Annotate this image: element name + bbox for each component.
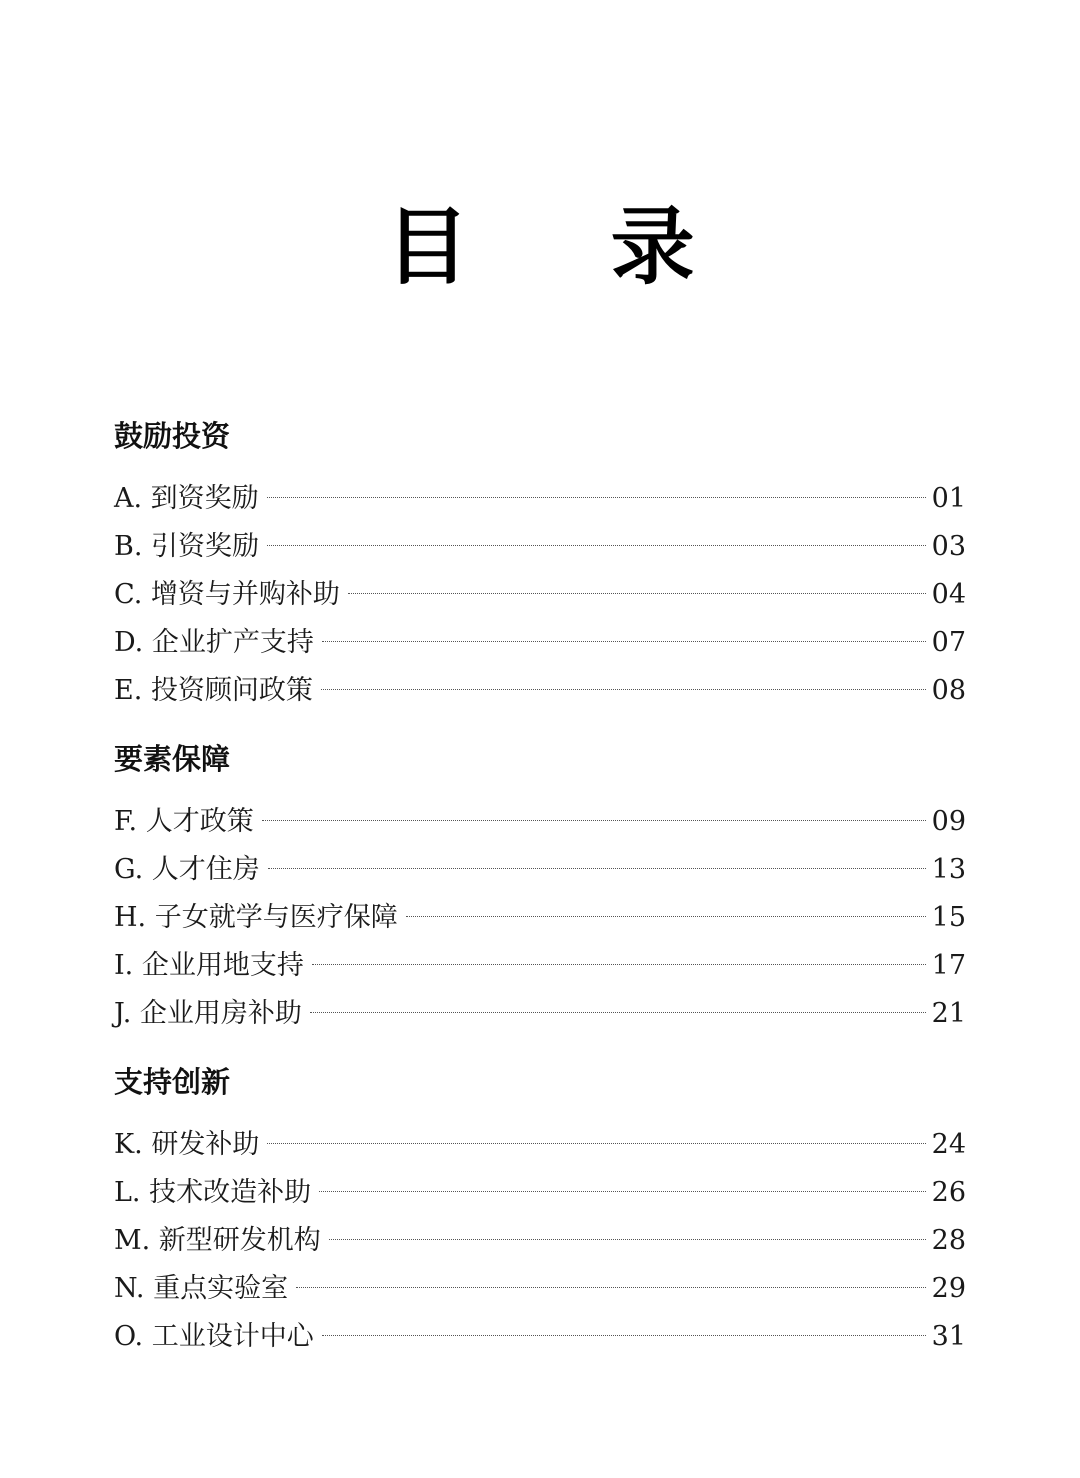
toc-entry-label: A. 到资奖励 [114,483,259,514]
toc-entry-page: 04 [931,579,966,610]
toc-entry-label: N. 重点实验室 [114,1273,289,1304]
toc-entry-label: I. 企业用地支持 [114,950,304,981]
toc-entry-page: 07 [931,627,966,658]
dot-leader [267,545,926,546]
section-heading: 要素保障 [114,742,231,776]
toc-entry-page: 21 [931,998,966,1029]
toc-entry[interactable] [114,626,966,674]
toc-entry-label: C. 增资与并购补助 [114,579,340,610]
dot-leader [267,1143,925,1144]
toc-entry-page: 13 [931,854,966,885]
toc-entry-label: E. 投资顾问政策 [114,675,313,706]
toc-entry[interactable] [114,1272,966,1320]
toc-entry[interactable] [114,997,966,1045]
page-title: 目 录 [385,197,751,296]
dot-leader [322,641,926,642]
toc-entry[interactable] [114,674,966,722]
toc-entry-page: 09 [931,806,966,837]
toc-entry[interactable] [114,1176,966,1224]
toc-entry-label: D. 企业扩产支持 [114,627,314,658]
toc-section-factor-guarantee [114,741,966,1045]
toc-entry-page: 17 [931,950,966,981]
dot-leader [312,964,926,965]
toc-entry-page: 28 [931,1225,966,1256]
dot-leader [322,1335,926,1336]
dot-leader [296,1287,926,1288]
dot-leader [310,1012,926,1013]
toc-entry-page: 15 [931,902,966,933]
toc-entry-label: M. 新型研发机构 [114,1225,321,1256]
toc-entry[interactable] [114,578,966,626]
toc-entry-label: K. 研发补助 [114,1129,260,1160]
dot-leader [406,916,926,917]
toc-entry-page: 29 [931,1273,966,1304]
toc-entry-page: 26 [931,1177,966,1208]
toc-entry-page: 24 [931,1129,966,1160]
toc-entry[interactable] [114,1224,966,1272]
dot-leader [268,868,926,869]
dot-leader [329,1239,926,1240]
toc-entry[interactable] [114,853,966,901]
toc-entry-label: J. 企业用房补助 [114,998,302,1029]
section-heading: 鼓励投资 [114,419,231,453]
toc-entry-label: B. 引资奖励 [114,531,260,562]
dot-leader [321,689,926,690]
toc-entry[interactable] [114,901,966,949]
toc-entry-page: 03 [931,531,966,562]
toc-entry-label: O. 工业设计中心 [114,1321,314,1352]
toc-entry-label: L. 技术改造补助 [114,1177,312,1208]
section-heading: 支持创新 [114,1065,231,1099]
dot-leader [319,1191,926,1192]
toc-entry-page: 08 [931,675,966,706]
toc-entry-label: G. 人才住房 [114,854,260,885]
dot-leader [267,497,926,498]
toc-entry[interactable] [114,482,966,530]
toc-entry-label: F. 人才政策 [114,806,254,837]
toc-entry[interactable] [114,805,966,853]
dot-leader [348,593,926,594]
toc-section-encourage-investment [114,418,966,722]
toc-entry-page: 01 [931,483,966,514]
toc-entry-label: H. 子女就学与医疗保障 [114,902,398,933]
toc-entry-page: 31 [931,1321,966,1352]
dot-leader [262,820,926,821]
toc-section-support-innovation [114,1064,966,1368]
toc-entry[interactable] [114,530,966,578]
toc-entry[interactable] [114,1320,966,1368]
toc-entry[interactable] [114,949,966,997]
table-of-contents [114,418,966,1368]
toc-entry[interactable] [114,1128,966,1176]
